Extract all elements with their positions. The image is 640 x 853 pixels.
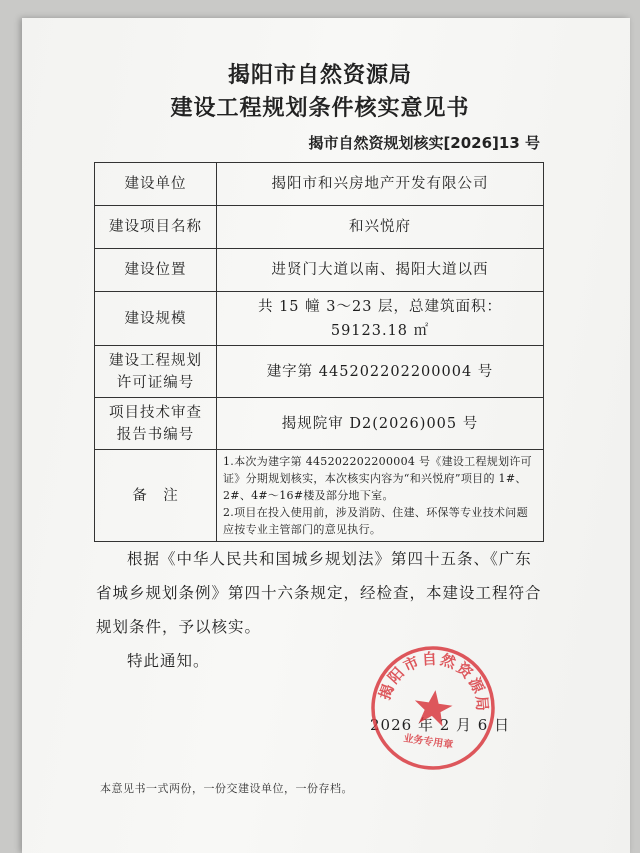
permit-number-value: 建字第 445202202200004 号	[217, 346, 544, 398]
issuing-organization: 揭阳市自然资源局	[227, 63, 412, 88]
note-item-1: 1.本次为建字第 445202202200004 号《建设工程规划许可证》分期规划核实，本次核实内容为“和兴悦府”项目的 1#、2#、4#～16#楼及部分地下室。	[223, 455, 532, 502]
document-number: 揭市自然资规划核实[2026]13 号	[308, 134, 540, 152]
table-row	[95, 292, 544, 346]
notice-closing: 特此通知。	[127, 652, 210, 670]
review-report-label-line1: 项目技术审查	[109, 404, 202, 421]
seal-subtext: 业务专用章	[402, 733, 454, 752]
scale-label: 建设规模	[95, 292, 217, 346]
scale-value	[217, 292, 544, 346]
location-label: 建设位置	[95, 249, 217, 292]
construction-unit-value: 揭阳市和兴房地产开发有限公司	[217, 163, 544, 206]
table-row	[95, 249, 544, 292]
legal-basis-paragraph: 根据《中华人民共和国城乡规划法》第四十五条、《广东省城乡规划条例》第四十六条规定，经检查，本建设工程符合规划条件，予以核实。	[96, 550, 542, 636]
table-row	[95, 346, 544, 398]
notes-label: 备 注	[95, 450, 217, 542]
permit-number-label-line2: 许可证编号	[116, 374, 195, 391]
location-value: 进贤门大道以南、揭阳大道以西	[217, 249, 544, 292]
issue-date: 2026 年 2 月 6 日	[370, 716, 511, 734]
scale-value-line2: 59123.18 ㎡	[330, 322, 430, 339]
table-row	[95, 398, 544, 450]
project-name-label: 建设项目名称	[95, 206, 217, 249]
star-icon	[412, 688, 455, 728]
note-item-2: 2.项目在投入使用前，涉及消防、住建、环保等专业技术问题应按专业主管部门的意见执行。	[223, 506, 528, 536]
notes-value	[217, 450, 544, 542]
review-report-value: 揭规院审 D2(2026)005 号	[217, 398, 544, 450]
construction-unit-label: 建设单位	[95, 163, 217, 206]
review-report-label-line2: 报告书编号	[116, 426, 195, 443]
review-report-label	[95, 398, 217, 450]
project-info-table	[94, 162, 544, 542]
seal-arc-text: 揭阳市自然资源局	[375, 649, 492, 714]
project-name-value: 和兴悦府	[217, 206, 544, 249]
document-footer: 本意见书一式两份，一份交建设单位，一份存档。	[100, 782, 353, 795]
table-row	[95, 206, 544, 249]
table-row	[95, 450, 544, 542]
permit-number-label-line1: 建设工程规划	[109, 352, 202, 369]
scale-value-line1: 共 15 幢 3～23 层，总建筑面积：	[257, 298, 503, 315]
document-title: 建设工程规划条件核实意见书	[170, 96, 470, 121]
official-seal	[369, 644, 497, 772]
table-row	[95, 163, 544, 206]
permit-number-label	[95, 346, 217, 398]
